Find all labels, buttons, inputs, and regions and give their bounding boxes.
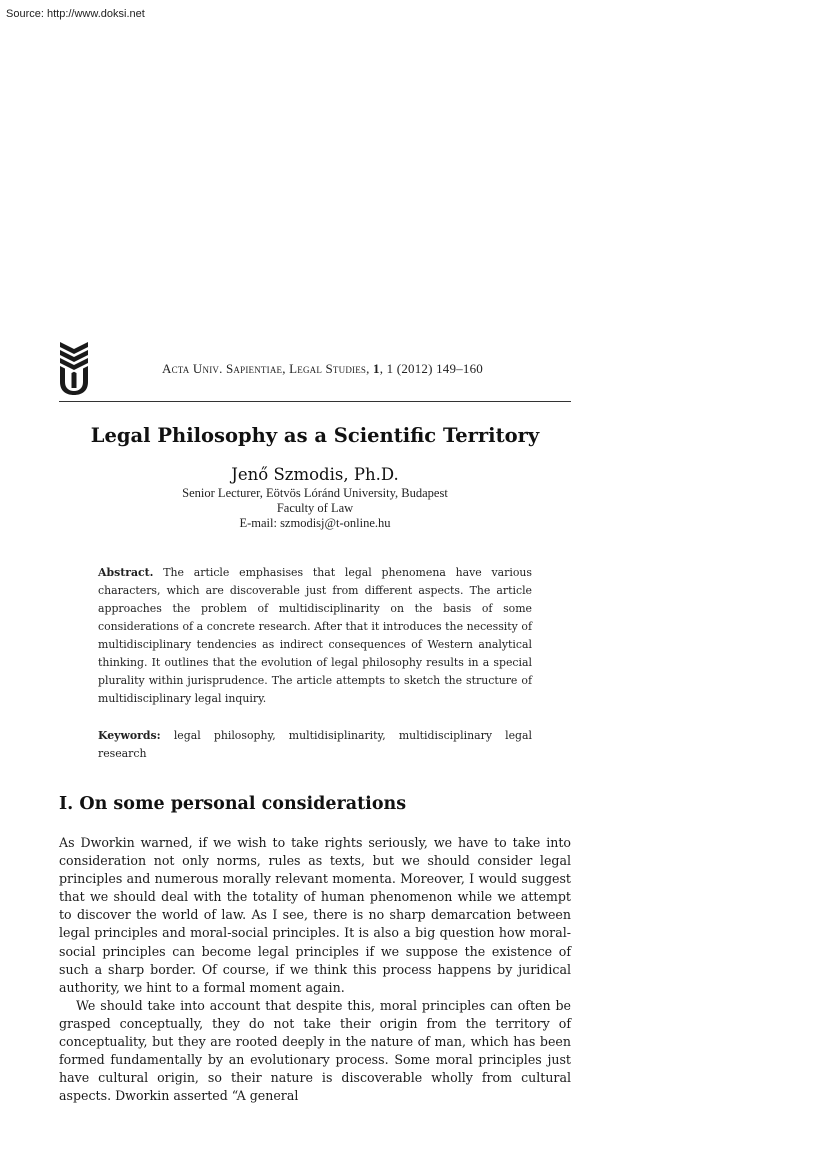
author-name: Jenő Szmodis, Ph.D.	[231, 465, 399, 484]
journal-issue-pages: , 1 (2012) 149–160	[379, 361, 484, 376]
body-text	[59, 834, 571, 1105]
journal-volume: 1	[373, 361, 380, 376]
source-url: Source: http://www.doksi.net	[6, 8, 145, 20]
abstract-text: The article emphasises that legal phenomena have various characters, which are discoverable just from different aspects. The article approaches the problem of multidisciplinarity on the basis of some considerations of a concrete research. After that it introduces the necessity of multidisciplinary tendencies as indirect consequences of Western analytical thinking. It outlines that the evolution of legal philosophy results in a special plurality within jurisprudence. The article attempts to sketch the structure of multidisciplinary legal inquiry.	[98, 566, 532, 705]
keywords-text: legal philosophy, multidisiplinarity, multidisciplinary legal research	[98, 729, 533, 760]
abstract	[98, 564, 532, 708]
keywords-label: Keywords:	[98, 729, 161, 742]
journal-citation	[162, 361, 483, 377]
article-title: Legal Philosophy as a Scientific Territory	[90, 424, 540, 447]
keywords	[98, 727, 532, 763]
body-paragraph: As Dworkin warned, if we wish to take rights seriously, we have to take into consideration not only norms, rules as texts, but we should consider legal principles and numerous morally relevant momenta. Moreover, I would suggest that we should deal with the totality of human phenomenon while we attempt to discover the world of law. As I see, there is no sharp demarcation between legal principles and moral-social principles. It is also a big question how moral-social principles can become legal principles if we suppose the existence of such a sharp border. Of course, if we think this process happens by juridical authority, we hint to a formal moment again.	[59, 835, 571, 995]
author-affiliation: Senior Lecturer, Eötvös Lóránd University, Budapest	[182, 486, 448, 500]
section-heading: I. On some personal considerations	[59, 794, 407, 814]
university-logo	[58, 340, 90, 396]
header-rule	[59, 401, 571, 402]
author-faculty: Faculty of Law	[276, 501, 354, 515]
body-paragraph: We should take into account that despite this, moral principles can often be grasped conceptually, they do not take their origin from the territory of conceptuality, but they are rooted deeply in the nature of man, which has been formed fundamentally by an evolutionary process. Some moral principles just have cultural origin, so their nature is discoverable wholly from cultural aspects. Dworkin asserted “A general	[59, 997, 571, 1104]
author-affiliation-block	[59, 486, 571, 531]
abstract-label: Abstract.	[98, 566, 154, 579]
journal-name: Acta Univ. Sapientiae, Legal Studies,	[162, 361, 370, 376]
author-email: E-mail: szmodisj@t-online.hu	[239, 516, 391, 530]
